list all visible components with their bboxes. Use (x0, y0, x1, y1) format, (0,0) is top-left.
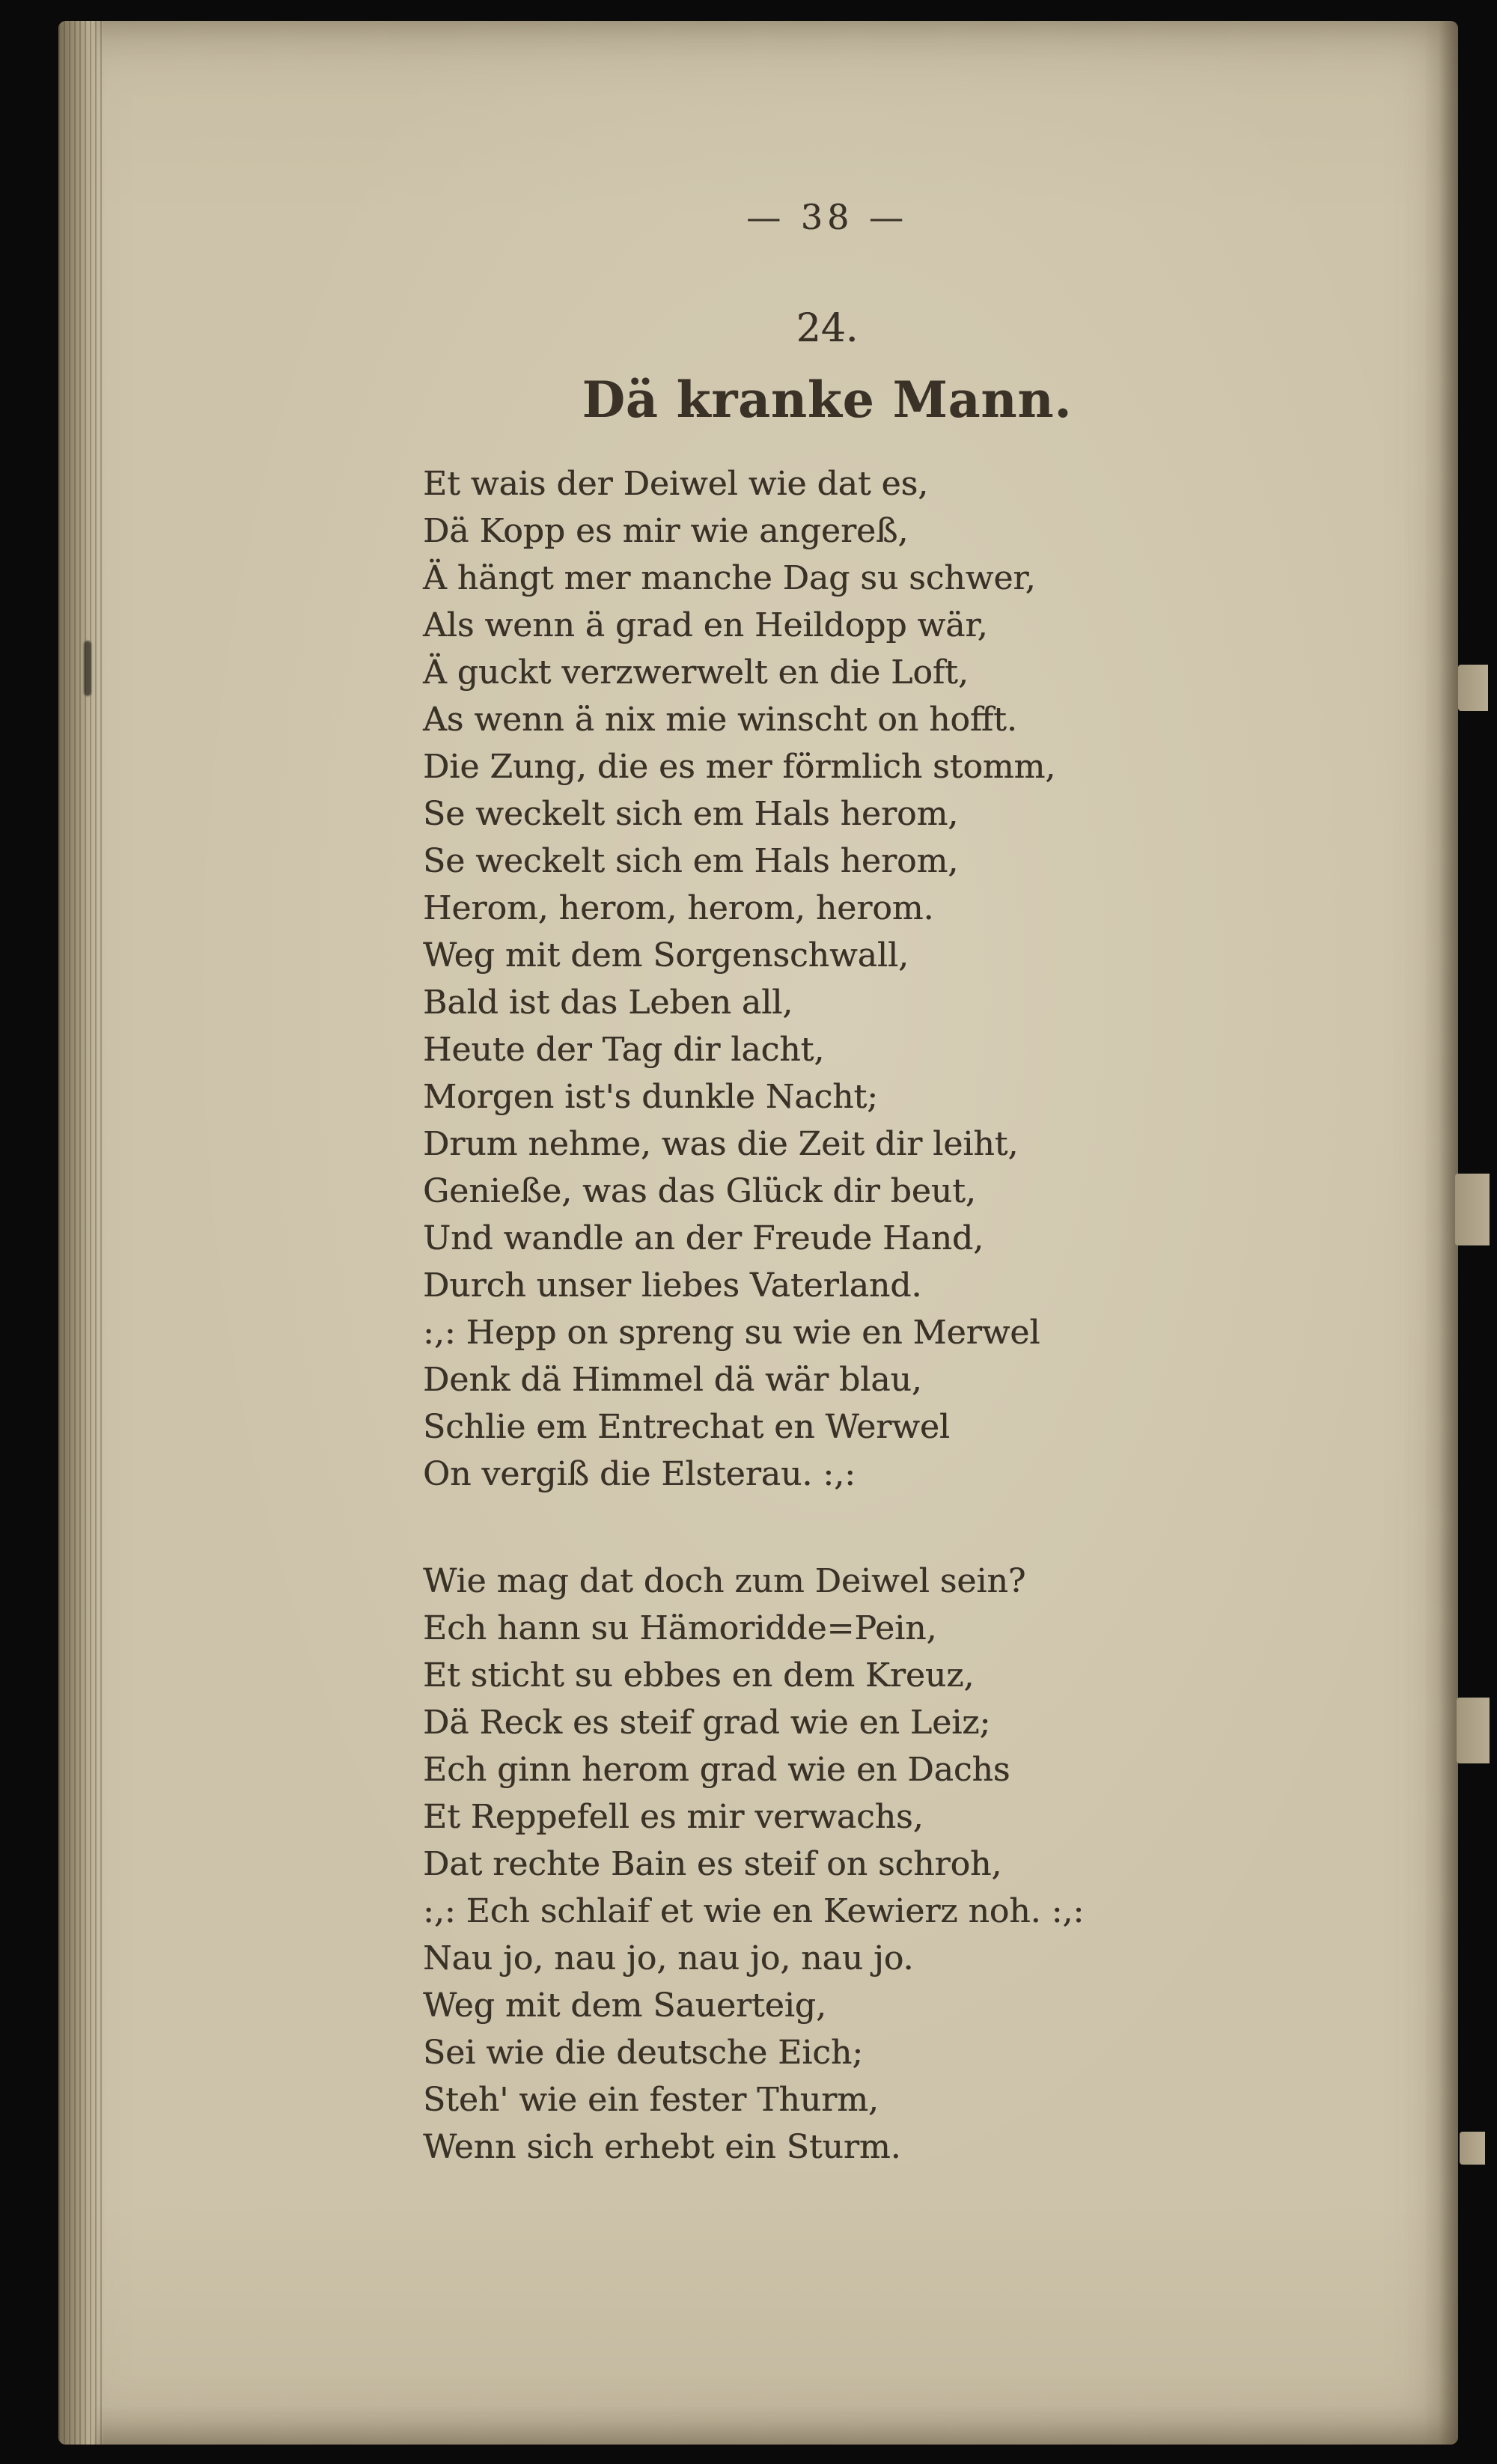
page-stack-edge (58, 21, 105, 2445)
poem-line: Heute der Tag dir lacht, (423, 1031, 825, 1069)
poem-line: Bald ist das Leben all, (423, 984, 793, 1022)
adjacent-page-fragment (1455, 1174, 1490, 1245)
poem-line: As wenn ä nix mie winscht on hofft. (423, 701, 1017, 739)
poem-line: Dä Reck es steif grad wie en Leiz; (423, 1704, 991, 1742)
poem-line: :,: Hepp on spreng su wie en Merwel (423, 1314, 1040, 1352)
poem-line: Nau jo, nau jo, nau jo, nau jo. (423, 1939, 914, 1977)
poem-line: :,: Ech schlaif et wie en Kewierz noh. :,: (423, 1892, 1085, 1930)
stanza (423, 1558, 1231, 2171)
poem (423, 460, 1231, 2171)
poem-line: Wenn sich erhebt ein Sturm. (423, 2128, 901, 2166)
poem-line: Schlie em Entrechat en Werwel (423, 1408, 950, 1446)
poem-line: Et wais der Deiwel wie dat es, (423, 465, 929, 503)
poem-line: Denk dä Himmel dä wär blau, (423, 1361, 922, 1399)
poem-line: Weg mit dem Sauerteig, (423, 1986, 826, 2025)
poem-line: Herom, herom, herom, herom. (423, 889, 934, 927)
section-number: 24. (796, 306, 859, 351)
poem-line: Ä guckt verzwerwelt en die Loft, (423, 653, 969, 692)
poem-line: Se weckelt sich em Hals herom, (423, 842, 959, 880)
book-page (58, 21, 1458, 2445)
poem-line: Weg mit dem Sorgenschwall, (423, 936, 909, 975)
adjacent-page-fragment (1457, 1698, 1490, 1763)
page-number: — 38 — (746, 197, 908, 237)
adjacent-page-fragment (1460, 2132, 1485, 2165)
poem-line: On vergiß die Elsterau. :,: (423, 1455, 856, 1493)
poem-line: Et Reppefell es mir verwachs, (423, 1798, 924, 1836)
poem-line: Ech ginn herom grad wie en Dachs (423, 1751, 1010, 1789)
poem-line: Wie mag dat doch zum Deiwel sein? (423, 1562, 1026, 1600)
poem-line: Morgen ist's dunkle Nacht; (423, 1078, 878, 1116)
poem-line: Dä Kopp es mir wie angereß, (423, 512, 909, 550)
poem-line: Durch unser liebes Vaterland. (423, 1266, 922, 1305)
poem-line: Und wandle an der Freude Hand, (423, 1219, 984, 1257)
stanza (423, 460, 1231, 1498)
adjacent-page-fragment (1458, 665, 1488, 711)
poem-line: Dat rechte Bain es steif on schroh, (423, 1845, 1002, 1883)
poem-line: Als wenn ä grad en Heildopp wär, (423, 606, 988, 644)
ink-smudge (84, 641, 91, 696)
poem-line: Die Zung, die es mer förmlich stomm, (423, 748, 1056, 786)
poem-line: Ä hängt mer manche Dag su schwer, (423, 559, 1036, 597)
poem-line: Se weckelt sich em Hals herom, (423, 795, 959, 833)
poem-line: Steh' wie ein fester Thurm, (423, 2081, 879, 2119)
page-content (423, 197, 1231, 2171)
poem-line: Ech hann su Hämoridde=Pein, (423, 1609, 937, 1647)
poem-line: Genieße, was das Glück dir beut, (423, 1172, 976, 1210)
poem-line: Et sticht su ebbes en dem Kreuz, (423, 1656, 975, 1695)
poem-line: Sei wie die deutsche Eich; (423, 2034, 864, 2072)
poem-title: Dä kranke Mann. (582, 370, 1073, 429)
poem-line: Drum nehme, was die Zeit dir leiht, (423, 1125, 1019, 1163)
